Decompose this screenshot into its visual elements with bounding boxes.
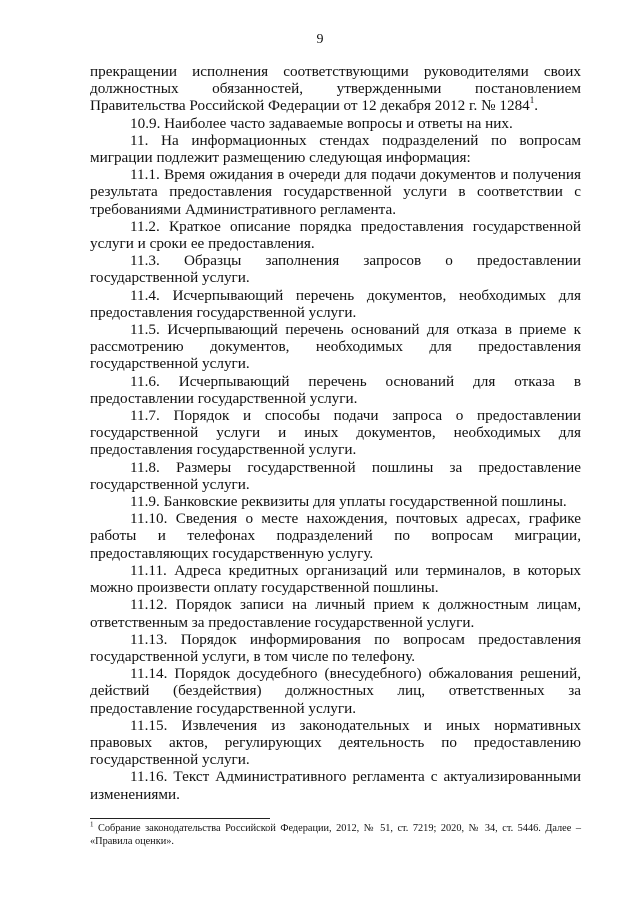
- paragraph-11-5: 11.5. Исчерпывающий перечень оснований для отказа в приеме к рассмотрению документов, необходимых для предоставления государственной услуги.: [90, 321, 581, 373]
- footnote-reference: 1: [529, 95, 535, 106]
- paragraph-11-1: 11.1. Время ожидания в очереди для подачи документов и получения результата предоставления государственной услуги в соответствии с требованиями Административного регламента.: [90, 166, 581, 218]
- page-number: 9: [316, 32, 324, 47]
- paragraph-11-16: 11.16. Текст Административного регламента с актуализированными изменениями.: [90, 768, 581, 803]
- paragraph-11-13: 11.13. Порядок информирования по вопросам предоставления государственной услуги, в том числе по телефону.: [90, 630, 581, 665]
- paragraph-11-8: 11.8. Размеры государственной пошлины за предоставление государственной услуги.: [90, 458, 581, 493]
- paragraph-11-15: 11.15. Извлечения из законодательных и иных нормативных правовых актов, регулирующих деятельность по предоставлению государственной услуги.: [90, 716, 581, 769]
- paragraph-11-12: 11.12. Порядок записи на личный прием к должностным лицам, ответственным за предоставление государственной услуги.: [90, 596, 581, 631]
- paragraph-10-9: 10.9. Наиболее часто задаваемые вопросы и ответы на них.: [130, 114, 513, 132]
- paragraph-11-7: 11.7. Порядок и способы подачи запроса о предоставлении государственной услуги и иных документов, необходимых для предоставления государственной услуги.: [90, 407, 581, 459]
- paragraph-11: 11. На информационных стендах подразделений по вопросам миграции подлежит размещению следующая информация:: [90, 131, 581, 167]
- footnote: [90, 822, 581, 848]
- paragraph-11-6: 11.6. Исчерпывающий перечень оснований для отказа в предоставлении государственной услуги.: [90, 372, 581, 407]
- document-body: [90, 63, 581, 803]
- paragraph-continuation: прекращении исполнения соответствующими руководителями своих должностных обязанностей, утвержденными постановлением Правительства Российской Федерации от 12 декабря 2012 г. № 1284$^1$.: [90, 63, 581, 115]
- paragraph-11-9: 11.9. Банковские реквизиты для уплаты государственной пошлины.: [130, 493, 567, 511]
- footnote-text: Собрание законодательства Российской Федерации, 2012, № 51, ст. 7219; 2020, № 34, ст. 5446. Далее – «Правила оценки».: [90, 823, 581, 847]
- paragraph-11-2: 11.2. Краткое описание порядка предоставления государственной услуги и сроки ее предоставления.: [90, 217, 581, 253]
- paragraph-11-3: 11.3. Образцы заполнения запросов о предоставлении государственной услуги.: [90, 252, 581, 287]
- paragraph-11-4: 11.4. Исчерпывающий перечень документов, необходимых для предоставления государственной услуги.: [90, 286, 581, 321]
- paragraph-11-10: 11.10. Сведения о месте нахождения, почтовых адресах, графике работы и телефонах подразделений по вопросам миграции, предоставляющих государственную услугу.: [90, 510, 581, 562]
- footnote-divider: [90, 818, 270, 819]
- paragraph-11-14: 11.14. Порядок досудебного (внесудебного) обжалования решений, действий (бездействия) должностных лиц, ответственных за предоставление государственной услуги.: [90, 665, 581, 717]
- paragraph-11-11: 11.11. Адреса кредитных организаций или терминалов, в которых можно произвести оплату государственной пошлины.: [90, 561, 581, 597]
- footnote-mark: 1: [90, 820, 94, 829]
